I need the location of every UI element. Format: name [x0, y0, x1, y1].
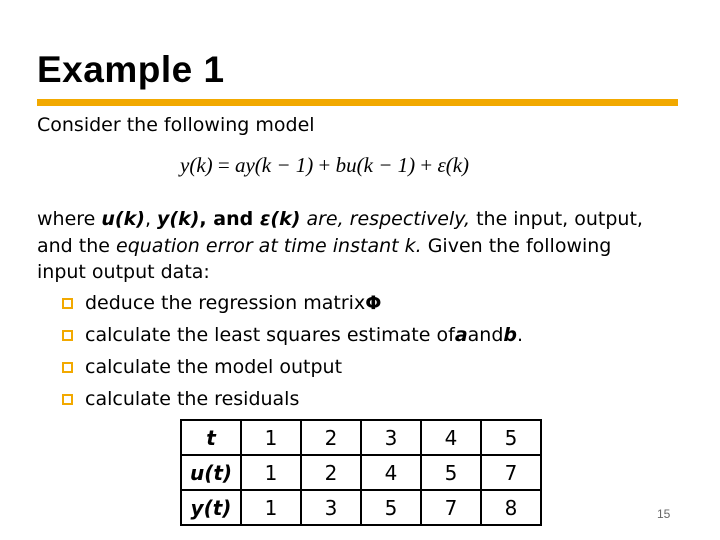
table-cell: 5: [361, 490, 421, 525]
equation-lhs: y(k): [180, 153, 213, 177]
table-cell: 2: [301, 420, 361, 455]
description-line-3: input output data:: [37, 261, 210, 283]
row-label-u: u(t): [181, 455, 241, 490]
line2-b: Given the following: [421, 235, 612, 257]
u-k-symbol: u(k): [101, 208, 145, 230]
sep-1: ,: [144, 208, 158, 230]
line1-tail: the input, output,: [470, 208, 643, 230]
checkbox-bullet-icon: [62, 298, 73, 309]
equation-coef-a: a: [234, 153, 246, 177]
intro-text: Consider the following model: [37, 114, 315, 136]
equation-equals: =: [212, 153, 235, 177]
task-item: [62, 383, 523, 415]
description-line-2: [37, 233, 611, 259]
model-equation: [180, 150, 469, 180]
table-cell: 7: [421, 490, 481, 525]
description-line-1: [37, 206, 643, 232]
equation-error: ε(k): [437, 153, 470, 177]
table-row: [181, 455, 541, 490]
row-label-t: t: [181, 420, 241, 455]
table-row: [181, 490, 541, 525]
table-cell: 4: [361, 455, 421, 490]
checkbox-bullet-icon: [62, 330, 73, 341]
phi-symbol: Φ: [365, 292, 382, 314]
line2-italic: equation error at time instant k.: [116, 235, 422, 257]
equation-plus-2: +: [415, 153, 438, 177]
table-cell: 1: [241, 420, 301, 455]
table-cell: 4: [421, 420, 481, 455]
table-cell: 3: [301, 490, 361, 525]
task-item: [62, 319, 523, 351]
task-text: deduce the regression matrix: [85, 292, 366, 314]
table-cell: 8: [481, 490, 541, 525]
table-cell: 1: [241, 455, 301, 490]
task-text: calculate the model output: [85, 356, 343, 378]
task-list: [62, 287, 523, 415]
equation-y-lag: y(k − 1): [245, 153, 314, 177]
table-row: [181, 420, 541, 455]
task-tail: .: [517, 324, 524, 346]
table-cell: 2: [301, 455, 361, 490]
a-symbol: a: [454, 324, 468, 346]
table-cell: 3: [361, 420, 421, 455]
page-number: 15: [657, 507, 671, 521]
table-cell: 5: [421, 455, 481, 490]
task-text: calculate the residuals: [85, 388, 300, 410]
row-label-y: y(t): [181, 490, 241, 525]
equation-coef-b: b: [335, 153, 347, 177]
line2-a: and the: [37, 235, 117, 257]
task-item: [62, 351, 523, 383]
where-text: where: [37, 208, 102, 230]
task-text: calculate the least squares estimate of: [85, 324, 455, 346]
checkbox-bullet-icon: [62, 362, 73, 373]
equation-plus-1: +: [313, 153, 336, 177]
table-cell: 1: [241, 490, 301, 525]
checkbox-bullet-icon: [62, 394, 73, 405]
title-underline: [37, 99, 678, 106]
table-cell: 5: [481, 420, 541, 455]
input-output-table: [180, 419, 542, 526]
eps-k-symbol: ε(k): [259, 208, 301, 230]
task-item: [62, 287, 523, 319]
and-text: and: [467, 324, 504, 346]
table-cell: 7: [481, 455, 541, 490]
slide-title: Example 1: [37, 49, 225, 90]
y-k-symbol: y(k): [157, 208, 200, 230]
equation-u-lag: u(k − 1): [346, 153, 416, 177]
sep-2: , and: [199, 208, 260, 230]
are-respectively-text: are, respectively,: [300, 208, 471, 230]
b-symbol: b: [503, 324, 517, 346]
